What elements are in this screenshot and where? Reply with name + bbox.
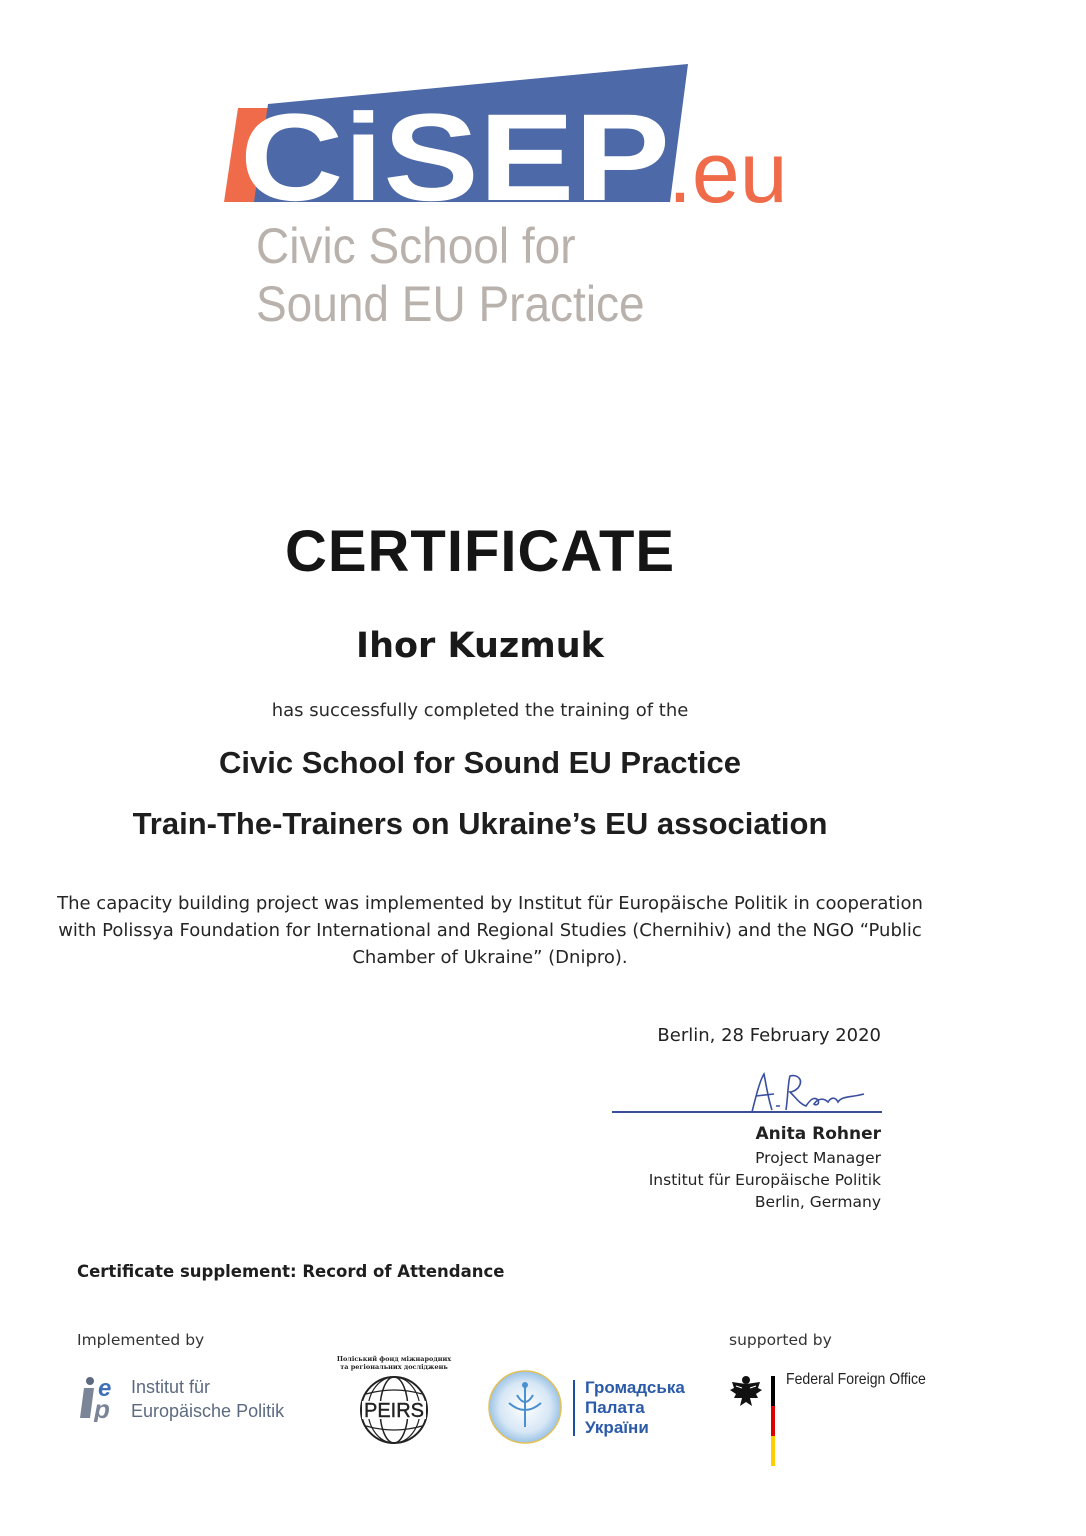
public-chamber-line1: Громадська (585, 1378, 685, 1397)
public-chamber-line3: України (585, 1418, 649, 1437)
certificate-supplement: Certificate supplement: Record of Attendance (77, 1262, 505, 1281)
public-chamber-divider (573, 1380, 575, 1436)
signer-role: Project Manager (755, 1149, 881, 1167)
logo-subtitle-line2: Sound EU Practice (256, 276, 645, 332)
handwritten-signature (738, 1066, 868, 1116)
project-description: The capacity building project was implemented by Institut für Europäische Politik in cooperation with Polissya Foundation for International and Regional Studies (Chernihiv) and the NGO “Public Chamber of Ukraine” (Dnipro). (57, 893, 923, 968)
public-chamber-emblem-icon (487, 1369, 563, 1445)
implemented-by-label: Implemented by (77, 1331, 205, 1349)
place-date: Berlin, 28 February 2020 (657, 1025, 881, 1046)
supported-by-label: supported by (729, 1331, 832, 1349)
logo-domain: .eu (668, 125, 788, 210)
course-subtitle: Train-The-Trainers on Ukraine’s EU association (132, 806, 828, 841)
iep-name-line1: Institut für (131, 1377, 211, 1397)
iep-name-line2: Europäische Politik (131, 1401, 285, 1421)
peirs-caption: Поліський фонд міжнародних та регіональних досліджень (336, 1355, 452, 1371)
federal-eagle-icon (728, 1372, 764, 1408)
svg-text:e: e (98, 1375, 112, 1402)
german-flag-bar (771, 1376, 775, 1466)
svg-text:p: p (94, 1394, 110, 1422)
iep-logo-icon (78, 1374, 126, 1422)
recipient-name: Ihor Kuzmuk (356, 626, 604, 666)
public-chamber-line2: Палата (585, 1398, 645, 1417)
signer-city: Berlin, Germany (754, 1193, 881, 1211)
peirs-globe-icon (356, 1374, 432, 1446)
peirs-globe-text: PEIRS (363, 1400, 425, 1422)
signer-name: Anita Rohner (755, 1124, 881, 1144)
logo-subtitle-line1: Civic School for (256, 218, 576, 274)
signer-organization: Institut für Europäische Politik (648, 1171, 881, 1189)
course-title: Civic School for Sound EU Practice (219, 745, 741, 780)
signature-line (612, 1111, 882, 1113)
logo-wordmark: CiSEP (240, 89, 670, 210)
cisep-logo (220, 60, 820, 210)
federal-foreign-office-label: Federal Foreign Office (786, 1371, 926, 1388)
completed-text: has successfully completed the training of the (271, 700, 689, 721)
certificate-title: CERTIFICATE (284, 519, 676, 584)
